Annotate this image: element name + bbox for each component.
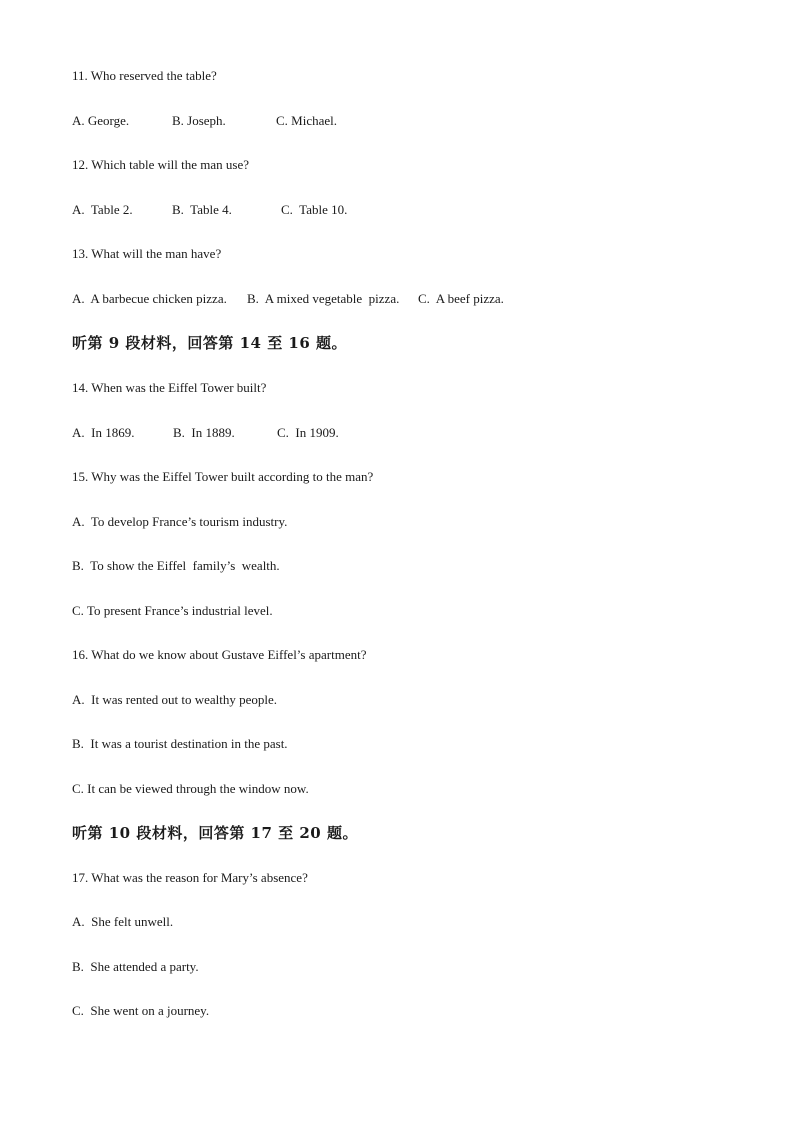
q14-option-b: B. In 1889. [173, 425, 235, 440]
q11-option-b: B. Joseph. [172, 113, 226, 128]
question-15: 15. Why was the Eiffel Tower built according to the man? [72, 469, 374, 484]
q13-option-a: A. A barbecue chicken pizza. [72, 291, 227, 306]
q12-option-b: B. Table 4. [172, 202, 232, 217]
q12-option-c: C. Table 10. [281, 202, 348, 217]
question-16: 16. What do we know about Gustave Eiffel’s apartment? [72, 647, 367, 662]
q17-option-c: C. She went on a journey. [72, 1003, 210, 1018]
section-heading-9: 听第 9 段材料，回答第 14 至 16 题。 [72, 334, 348, 352]
q16-option-c: C. It can be viewed through the window now. [72, 781, 309, 796]
question-11: 11. Who reserved the table? [72, 68, 217, 83]
q12-option-a: A. Table 2. [72, 202, 133, 217]
q16-option-b: B. It was a tourist destination in the past. [72, 736, 288, 751]
q15-option-c: C. To present France’s industrial level. [72, 603, 273, 618]
q11-option-c: C. Michael. [276, 113, 338, 128]
q13-option-b: B. A mixed vegetable pizza. [247, 291, 400, 306]
question-14: 14. When was the Eiffel Tower built? [72, 380, 267, 395]
q14-option-c: C. In 1909. [277, 425, 339, 440]
q11-option-a: A. George. [72, 113, 130, 128]
q16-option-a: A. It was rented out to wealthy people. [72, 692, 278, 707]
question-12: 12. Which table will the man use? [72, 157, 250, 172]
q13-option-c: C. A beef pizza. [418, 291, 504, 306]
q15-option-b: B. To show the Eiffel family’s wealth. [72, 558, 280, 573]
q15-option-a: A. To develop France’s tourism industry. [72, 514, 288, 529]
section-heading-10: 听第 10 段材料，回答第 17 至 20 题。 [72, 824, 358, 842]
question-13: 13. What will the man have? [72, 246, 222, 261]
q14-option-a: A. In 1869. [72, 425, 135, 440]
question-17: 17. What was the reason for Mary’s absence? [72, 870, 308, 885]
q17-option-a: A. She felt unwell. [72, 914, 174, 929]
q17-option-b: B. She attended a party. [72, 959, 199, 974]
